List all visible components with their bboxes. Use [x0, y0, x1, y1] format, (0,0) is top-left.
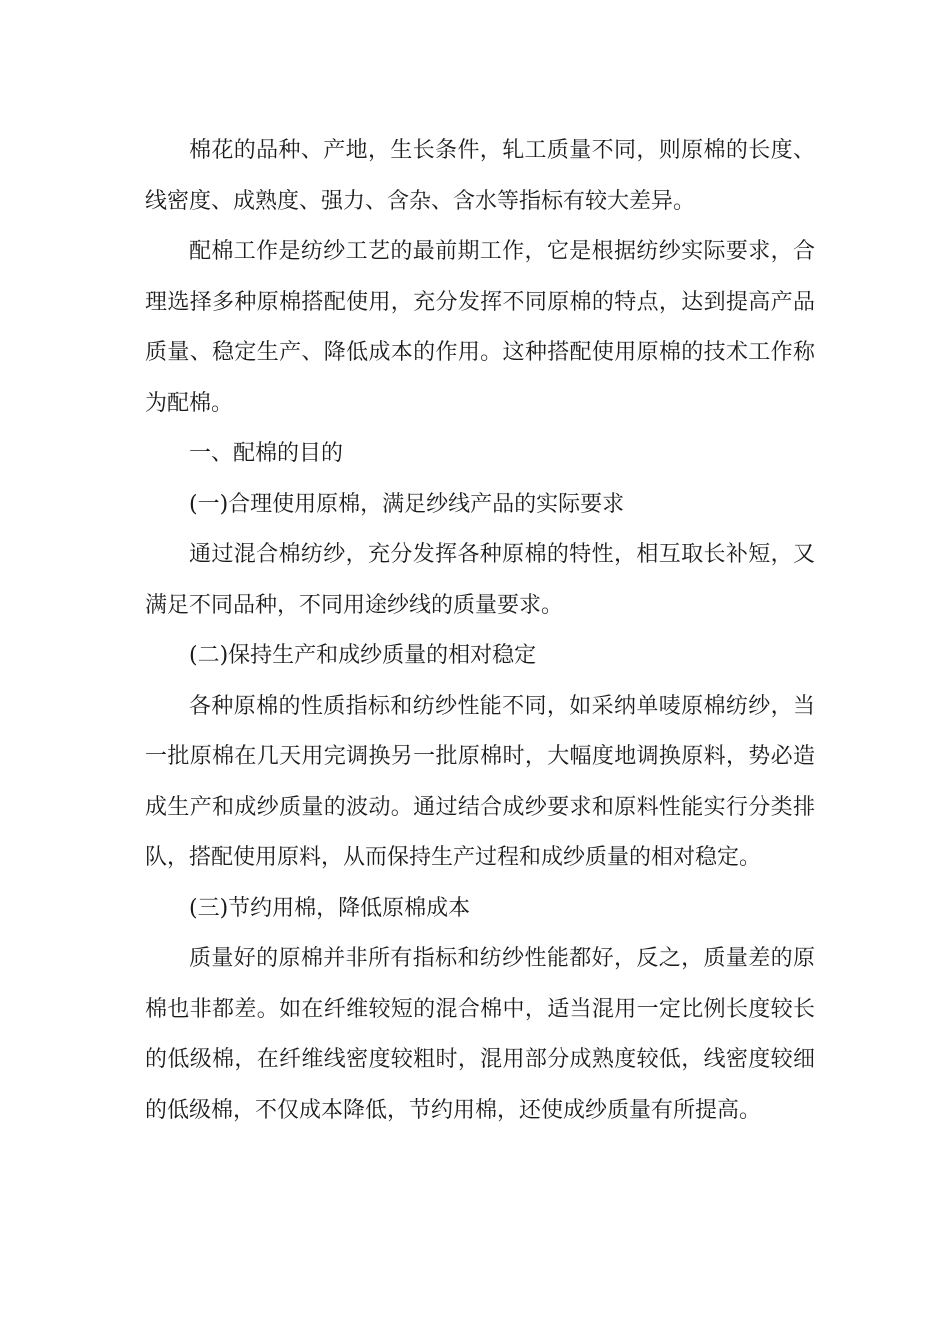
subheading-stable-production: (二)保持生产和成纱质量的相对稳定 [189, 643, 537, 668]
paragraph-mixed-cotton-spinning: 通过混合棉纺纱，充分发挥各种原棉的特性，相互取长补短，又满足不同品种，不同用途纱线的质量要求。 [145, 542, 815, 618]
heading-purpose-of-blending: 一、配棉的目的 [189, 441, 344, 466]
paragraph-cotton-variety-differences: 棉花的品种、产地，生长条件，轧工质量不同，则原棉的长度、线密度、成熟度、强力、含杂、含水等指标有较大差异。 [145, 138, 815, 214]
subheading-rational-use: (一)合理使用原棉，满足纱线产品的实际要求 [189, 491, 625, 517]
document-body [145, 126, 815, 1136]
paragraph-cotton-blending-definition: 配棉工作是纺纱工艺的最前期工作，它是根据纺纱实际要求，合理选择多种原棉搭配使用，充分发挥不同原棉的特点，达到提高产品质量、稳定生产、降低成本的作用。这种搭配使用原棉的技术工作称为配棉。 [145, 239, 815, 416]
subheading-save-cost: (三)节约用棉，降低原棉成本 [189, 895, 471, 921]
paragraph-cost-saving-explanation: 质量好的原棉并非所有指标和纺纱性能都好，反之，质量差的原棉也非都差。如在纤维较短的混合棉中，适当混用一定比例长度较长的低级棉，在纤维线密度较粗时，混用部分成熟度较低，线密度较细的低级棉，不仅成本降低，节约用棉，还使成纱质量有所提高。 [145, 946, 815, 1123]
paragraph-stability-explanation: 各种原棉的性质指标和纺纱性能不同，如采纳单唛原棉纺纱，当一批原棉在几天用完调换另一批原棉时，大幅度地调换原料，势必造成生产和成纱质量的波动。通过结合成纱要求和原料性能实行分类排队，搭配使用原料，从而保持生产过程和成纱质量的相对稳定。 [145, 693, 815, 870]
